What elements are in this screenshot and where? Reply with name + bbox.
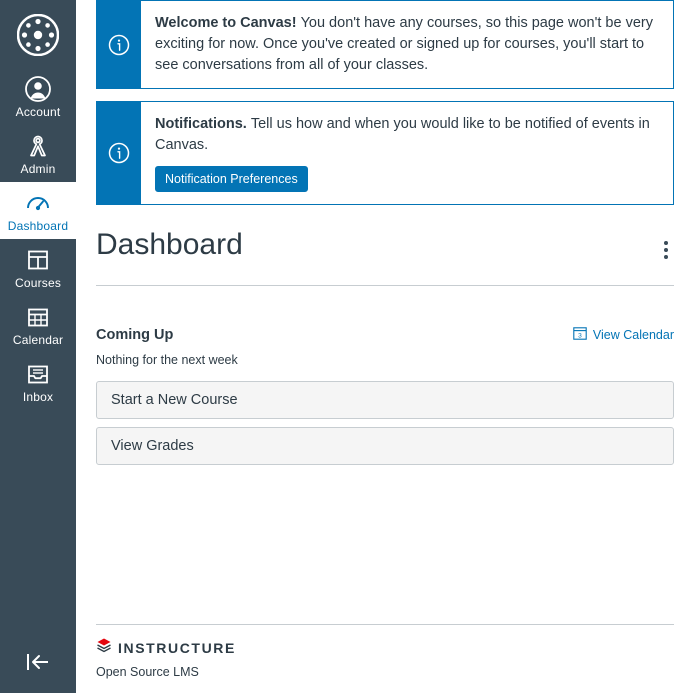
global-navigation [0,0,76,693]
kebab-dot [664,248,668,252]
sidebar-item-label: Account [15,105,61,119]
canvas-logo[interactable] [15,12,61,58]
kebab-dot [664,241,668,245]
sidebar-item-courses[interactable] [0,239,76,296]
info-icon [97,102,141,204]
coming-up-heading: Coming Up [96,326,174,343]
sidebar-item-label: Admin [20,162,56,176]
welcome-alert-text: You don't have any courses, so this page won't be very exciting for now. Once you've created or signed up for courses, you'll start to see conversations from all of your classes. [155,15,653,73]
collapse-navigation-button[interactable] [14,645,62,679]
sidebar-item-admin[interactable] [0,125,76,182]
notifications-alert-title: Notifications. [155,116,247,132]
notifications-alert-text: Tell us how and when you would like to be notified of events in Canvas. [155,116,650,153]
start-a-new-course-button[interactable]: Start a New Course [96,381,674,419]
inbox-icon [25,361,51,387]
instructure-logo-icon [96,637,112,658]
coming-up-empty-text: Nothing for the next week [96,353,238,367]
welcome-alert [96,0,674,89]
sidebar-item-label: Calendar [12,333,64,347]
instructure-brand[interactable] [96,637,674,658]
sidebar-item-dashboard[interactable] [0,182,76,239]
sidebar-item-label: Inbox [22,390,54,404]
footer-tagline: Open Source LMS [96,665,199,679]
footer-divider [96,624,674,625]
coming-up-header [96,326,674,343]
sidebar-item-label: Courses [14,276,62,290]
sidebar-item-calendar[interactable] [0,296,76,353]
page-title: Dashboard [96,228,243,261]
dashboard-icon [25,190,51,216]
sidebar-item-account[interactable] [0,68,76,125]
page-header [96,227,674,267]
collapse-arrow-icon [24,651,52,673]
courses-icon [25,247,51,273]
welcome-alert-title: Welcome to Canvas! [155,15,297,31]
dashboard-options-button[interactable] [658,233,674,267]
view-calendar-label: View Calendar [592,327,674,342]
sidebar-item-label: Dashboard [7,219,69,233]
calendar-small-icon [573,326,587,343]
calendar-icon-day: 3 [578,332,582,340]
admin-icon [25,133,51,159]
view-calendar-link[interactable] [573,326,674,343]
notification-preferences-button[interactable]: Notification Preferences [155,166,308,192]
sidebar-item-inbox[interactable] [0,353,76,410]
calendar-icon [25,304,51,330]
kebab-dot [664,255,668,259]
sidebar-footer [0,645,76,685]
welcome-alert-body [141,1,673,88]
notifications-alert-body [141,102,673,204]
notifications-alert [96,101,674,205]
account-icon [25,76,51,102]
page-footer [96,624,674,679]
header-divider [96,285,674,286]
view-grades-button[interactable]: View Grades [96,427,674,465]
instructure-wordmark: INSTRUCTURE [118,639,236,656]
main-content [76,0,694,693]
info-icon [97,1,141,88]
